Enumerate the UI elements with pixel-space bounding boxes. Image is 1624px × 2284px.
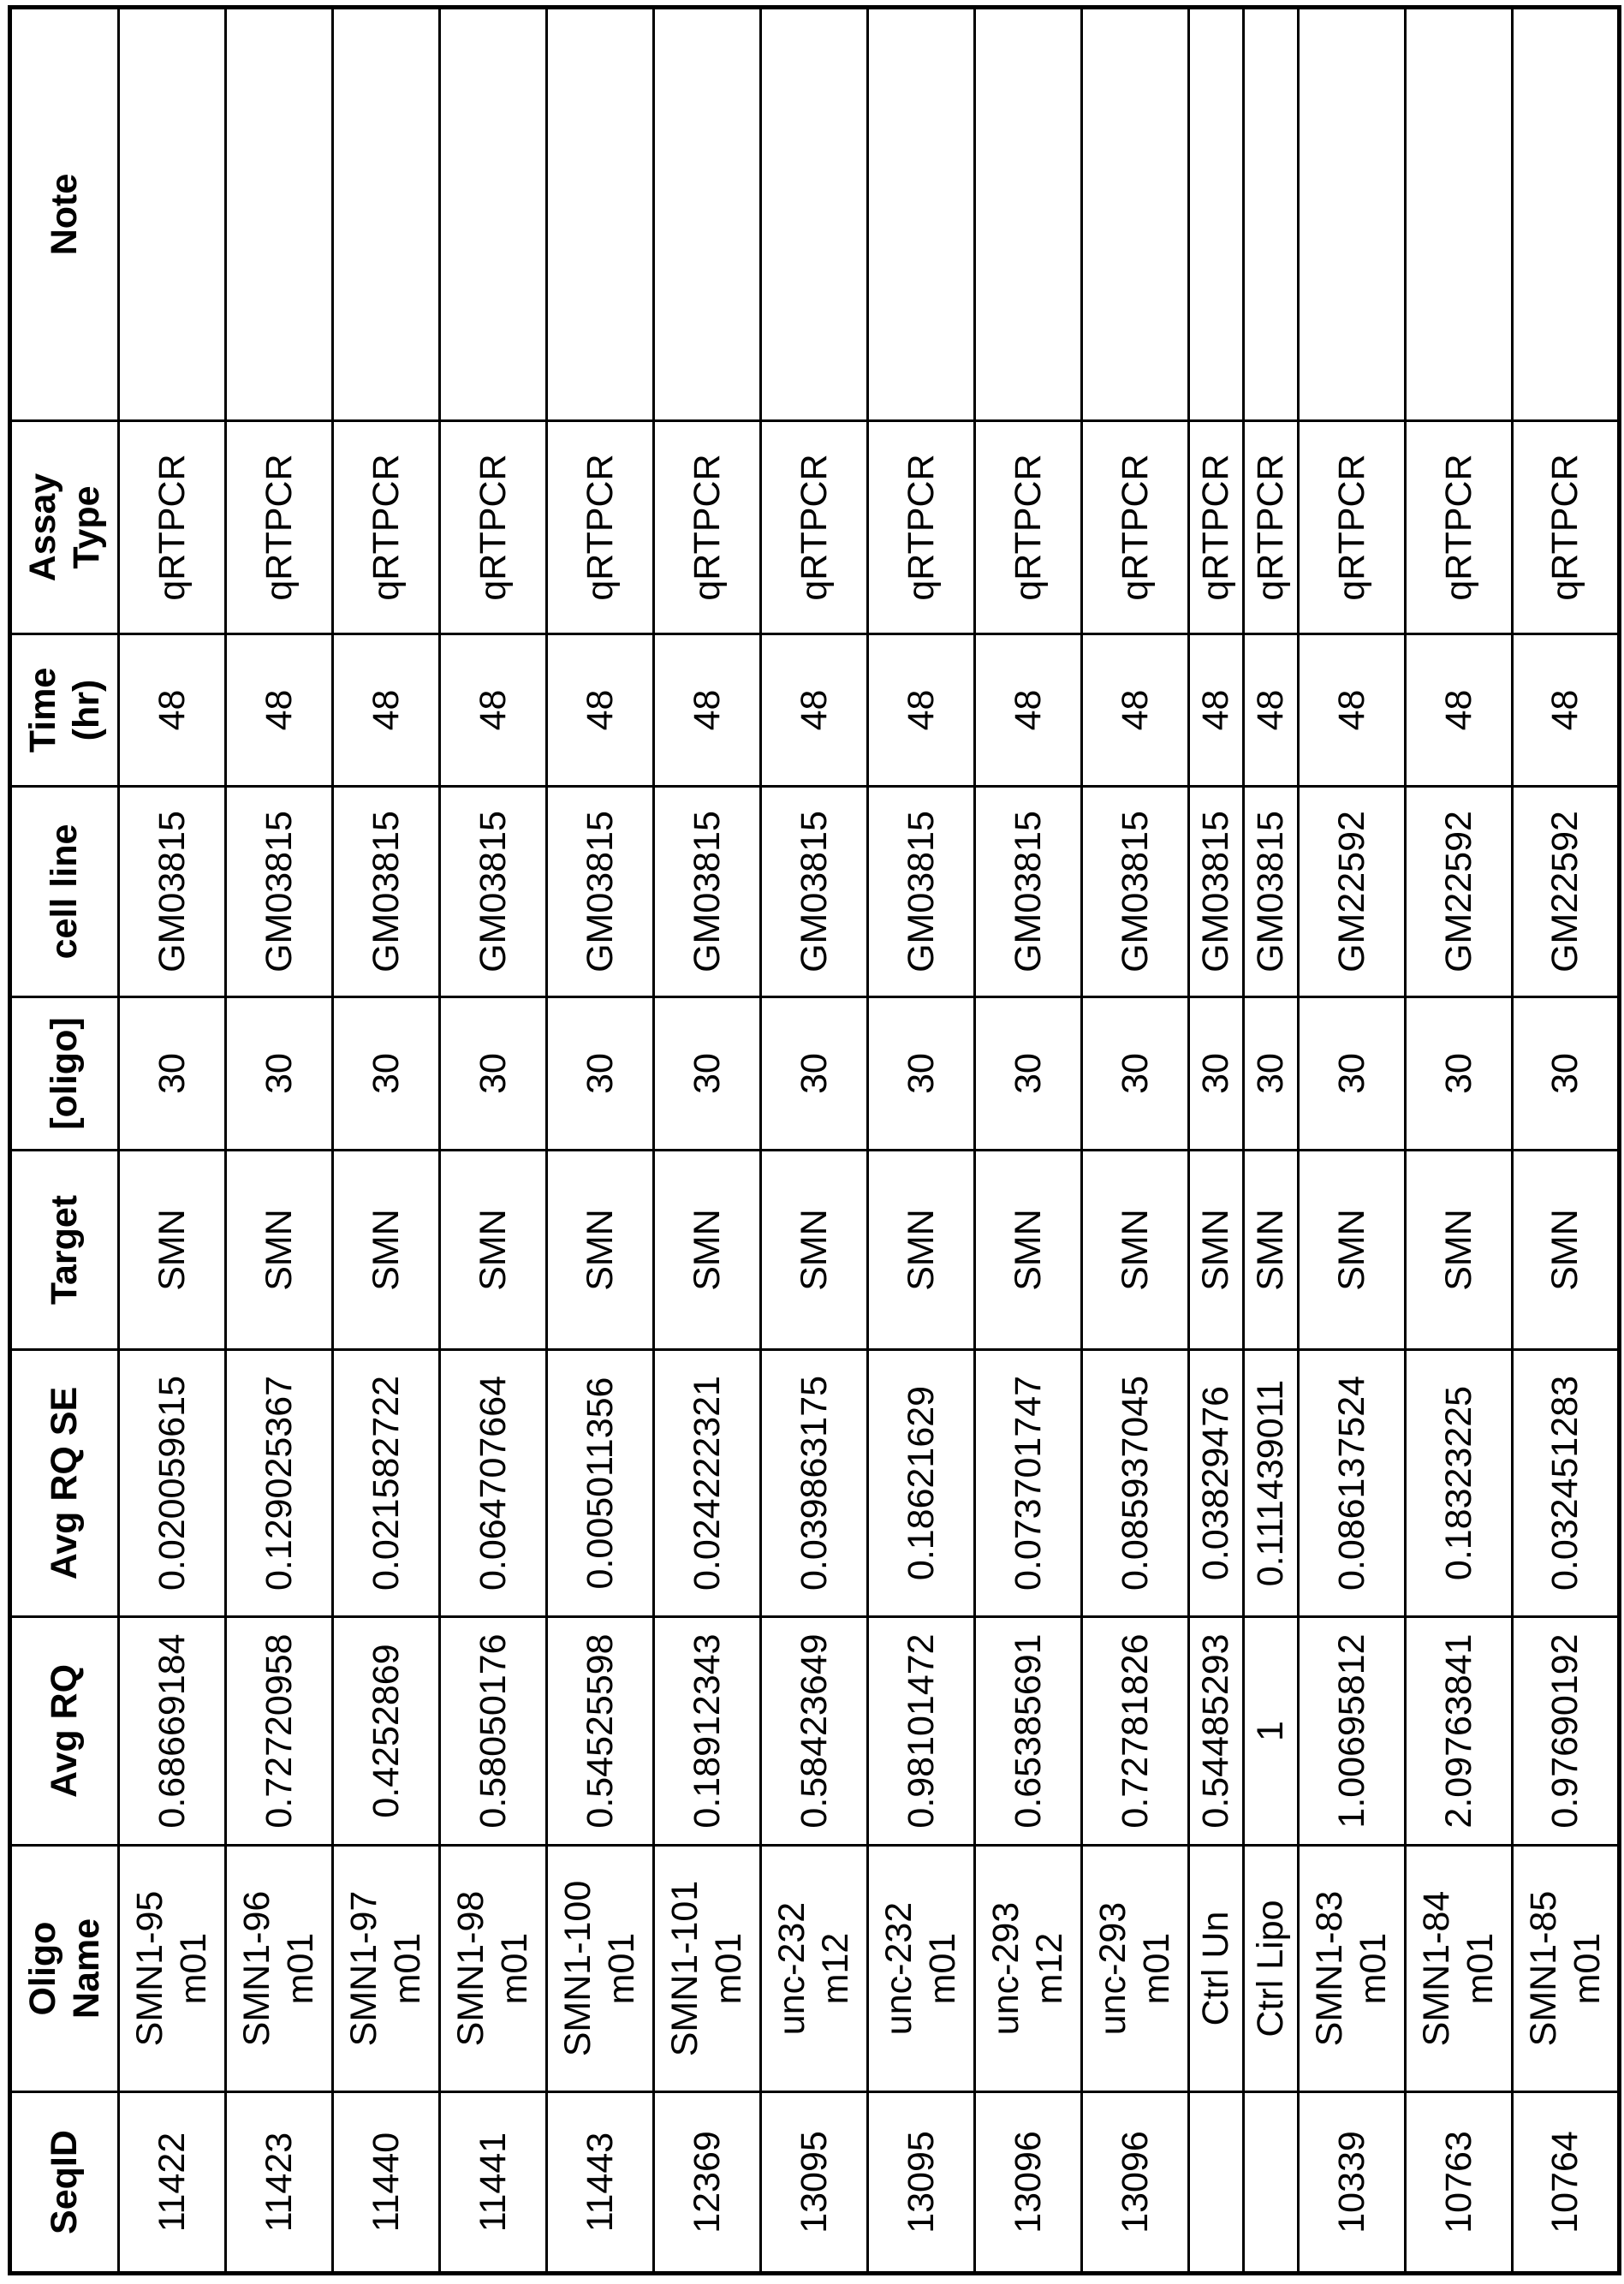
table-cell: SMN1-97 m01 (333, 1846, 440, 2092)
table-cell: 0.111439011 (1244, 1350, 1299, 1617)
table-cell: SMN (1513, 1151, 1620, 1350)
table-cell: 0.129025367 (226, 1350, 333, 1617)
table-row (975, 8, 1082, 2274)
table-cell: SMN (868, 1151, 975, 1350)
table-cell: 0.68669184 (119, 1617, 226, 1846)
table-cell: 48 (1406, 634, 1513, 787)
table-cell: SMN1-101 m01 (654, 1846, 761, 2092)
table-cell: unc-232 m01 (868, 1846, 975, 2092)
table-cell: 0.4252869 (333, 1617, 440, 1846)
table-cell: SMN1-84 m01 (1406, 1846, 1513, 2092)
table-row (1244, 8, 1299, 2274)
table-cell: SMN1-83 m01 (1299, 1846, 1406, 2092)
table-cell: 0.18912343 (654, 1617, 761, 1846)
table-cell (1406, 8, 1513, 421)
table-cell: 48 (547, 634, 654, 787)
table-cell: 0.032451283 (1513, 1350, 1620, 1617)
table-cell: 13096 (1082, 2092, 1189, 2274)
table-row (119, 8, 226, 2274)
table-cell: qRTPCR (440, 421, 547, 634)
table-cell: 11440 (333, 2092, 440, 2274)
table-cell: 48 (1082, 634, 1189, 787)
table-cell: 13095 (761, 2092, 868, 2274)
table-cell: 48 (1244, 634, 1299, 787)
table-cell: SMN (333, 1151, 440, 1350)
table-cell: 13095 (868, 2092, 975, 2274)
table-cell: 10764 (1513, 2092, 1620, 2274)
table-cell (1299, 8, 1406, 421)
table-cell: GM03815 (440, 787, 547, 997)
table-cell: qRTPCR (1244, 421, 1299, 634)
table-cell: 0.58050176 (440, 1617, 547, 1846)
table-cell: qRTPCR (761, 421, 868, 634)
table-cell: 11443 (547, 2092, 654, 2274)
table-cell: 0.064707664 (440, 1350, 547, 1617)
table-cell: qRTPCR (547, 421, 654, 634)
table-cell: 13096 (975, 2092, 1082, 2274)
table-cell: qRTPCR (333, 421, 440, 634)
table-cell: qRTPCR (1082, 421, 1189, 634)
column-header: [oligo] (10, 997, 119, 1151)
table-cell: GM03815 (119, 787, 226, 997)
table-cell: 30 (440, 997, 547, 1151)
table-cell: 30 (1513, 997, 1620, 1151)
table-cell: 2.09763841 (1406, 1617, 1513, 1846)
column-header: Avg RQ (10, 1617, 119, 1846)
table-cell: 11441 (440, 2092, 547, 2274)
table-cell: 0.021582722 (333, 1350, 440, 1617)
table-cell: SMN1-100 m01 (547, 1846, 654, 2092)
table-cell: qRTPCR (1189, 421, 1244, 634)
table-cell: qRTPCR (654, 421, 761, 634)
table-cell: Ctrl Lipo (1244, 1846, 1299, 2092)
table-cell: 0.073701747 (975, 1350, 1082, 1617)
table-cell: 12369 (654, 2092, 761, 2274)
table-header-row (10, 8, 119, 2274)
table-cell: SMN (440, 1151, 547, 1350)
table-row (1189, 8, 1244, 2274)
table-cell: unc-293 m12 (975, 1846, 1082, 2092)
table-cell: GM03815 (868, 787, 975, 997)
table-cell: SMN (761, 1151, 868, 1350)
table-cell (975, 8, 1082, 421)
table-cell: GM22592 (1406, 787, 1513, 997)
table-body (119, 8, 1620, 2274)
table-row (1299, 8, 1406, 2274)
table-cell: qRTPCR (226, 421, 333, 634)
column-header: Note (10, 8, 119, 421)
column-header: Target (10, 1151, 119, 1350)
table-cell: 30 (1189, 997, 1244, 1151)
table-cell (547, 8, 654, 421)
table-cell: 48 (761, 634, 868, 787)
table-cell: GM03815 (1082, 787, 1189, 997)
table-cell (1244, 8, 1299, 421)
table-cell: qRTPCR (975, 421, 1082, 634)
table-cell (1189, 2092, 1244, 2274)
table-cell: SMN (654, 1151, 761, 1350)
table-cell: 0.97690192 (1513, 1617, 1620, 1846)
table-row (547, 8, 654, 2274)
table-cell: 0.54485293 (1189, 1617, 1244, 1846)
table-row (1513, 8, 1620, 2274)
table-cell: 0.54525598 (547, 1617, 654, 1846)
table-row (761, 8, 868, 2274)
table-row (226, 8, 333, 2274)
table-cell: GM03815 (547, 787, 654, 997)
table-cell: 48 (333, 634, 440, 787)
table-cell (761, 8, 868, 421)
table-cell (1189, 8, 1244, 421)
table-cell: SMN (1244, 1151, 1299, 1350)
table-cell: SMN1-85 m01 (1513, 1846, 1620, 2092)
table-cell: 11423 (226, 2092, 333, 2274)
table-cell: 48 (975, 634, 1082, 787)
table-row (1406, 8, 1513, 2274)
table-cell: GM03815 (654, 787, 761, 997)
table-cell: GM22592 (1299, 787, 1406, 997)
table-cell: 0.72781826 (1082, 1617, 1189, 1846)
table-cell: 48 (440, 634, 547, 787)
table-cell: 0.72720958 (226, 1617, 333, 1846)
table-cell: 30 (1406, 997, 1513, 1151)
table-cell: 11422 (119, 2092, 226, 2274)
table-cell: 30 (1299, 997, 1406, 1151)
table-cell: 48 (1189, 634, 1244, 787)
column-header: Avg RQ SE (10, 1350, 119, 1617)
table-cell (119, 8, 226, 421)
table-cell: SMN (547, 1151, 654, 1350)
table-cell: 0.024222321 (654, 1350, 761, 1617)
table-cell: GM03815 (1244, 787, 1299, 997)
table-cell (1082, 8, 1189, 421)
table-cell (868, 8, 975, 421)
table-cell: 30 (226, 997, 333, 1151)
table-cell: SMN (1082, 1151, 1189, 1350)
table-row (1082, 8, 1189, 2274)
table-cell: 0.65385691 (975, 1617, 1082, 1846)
column-header: cell line (10, 787, 119, 997)
table-cell: 30 (547, 997, 654, 1151)
table-cell: qRTPCR (1299, 421, 1406, 634)
table-cell (1513, 8, 1620, 421)
table-cell: 30 (761, 997, 868, 1151)
table-cell: SMN (119, 1151, 226, 1350)
table-cell: unc-232 m12 (761, 1846, 868, 2092)
table-cell: 48 (654, 634, 761, 787)
table-cell: 30 (1082, 997, 1189, 1151)
table-cell: GM03815 (975, 787, 1082, 997)
table-cell: 0.98101472 (868, 1617, 975, 1846)
table-cell: 30 (119, 997, 226, 1151)
table-cell: 10339 (1299, 2092, 1406, 2274)
table-cell: SMN (975, 1151, 1082, 1350)
table-cell: 0.039863175 (761, 1350, 868, 1617)
table-cell: GM03815 (226, 787, 333, 997)
table-cell: 30 (333, 997, 440, 1151)
table-cell: 0.58423649 (761, 1617, 868, 1846)
table-cell: 30 (975, 997, 1082, 1151)
table-cell: 0.18621629 (868, 1350, 975, 1617)
table-cell: 10763 (1406, 2092, 1513, 2274)
table-cell: GM03815 (333, 787, 440, 997)
table-cell: SMN (226, 1151, 333, 1350)
table-cell: SMN (1406, 1151, 1513, 1350)
table-cell: 48 (868, 634, 975, 787)
table-cell: SMN1-96 m01 (226, 1846, 333, 2092)
table-cell (440, 8, 547, 421)
table-cell: SMN1-95 m01 (119, 1846, 226, 2092)
table-cell: 0.085937045 (1082, 1350, 1189, 1617)
table-cell: 0.03829476 (1189, 1350, 1244, 1617)
table-cell: SMN (1189, 1151, 1244, 1350)
table-cell: GM03815 (761, 787, 868, 997)
table-cell: 48 (1299, 634, 1406, 787)
column-header: Oligo Name (10, 1846, 119, 2092)
table-cell: SMN (1299, 1151, 1406, 1350)
table-cell (1244, 2092, 1299, 2274)
table-cell: 1.00695812 (1299, 1617, 1406, 1846)
table-cell: qRTPCR (868, 421, 975, 634)
table-row (654, 8, 761, 2274)
table-row (440, 8, 547, 2274)
table-row (868, 8, 975, 2274)
table-cell (654, 8, 761, 421)
column-header: Time (hr) (10, 634, 119, 787)
table-cell: 0.020059615 (119, 1350, 226, 1617)
table-cell: qRTPCR (1513, 421, 1620, 634)
table-cell: 1 (1244, 1617, 1299, 1846)
assay-results-table (8, 5, 1621, 2275)
table-cell: 48 (119, 634, 226, 787)
table-row (333, 8, 440, 2274)
table-cell: 0.086137524 (1299, 1350, 1406, 1617)
table-cell: Ctrl Un (1189, 1846, 1244, 2092)
table-cell (226, 8, 333, 421)
table-cell: GM22592 (1513, 787, 1620, 997)
table-cell: 0.18323225 (1406, 1350, 1513, 1617)
column-header: SeqID (10, 2092, 119, 2274)
table-cell: SMN1-98 m01 (440, 1846, 547, 2092)
table-cell: qRTPCR (1406, 421, 1513, 634)
column-header: Assay Type (10, 421, 119, 634)
table-cell: qRTPCR (119, 421, 226, 634)
table-cell: 48 (226, 634, 333, 787)
table-cell: 48 (1513, 634, 1620, 787)
table-cell: 0.005011356 (547, 1350, 654, 1617)
table-cell: 30 (1244, 997, 1299, 1151)
table-cell (333, 8, 440, 421)
table-cell: 30 (654, 997, 761, 1151)
table-cell: 30 (868, 997, 975, 1151)
table-cell: GM03815 (1189, 787, 1244, 997)
table-cell: unc-293 m01 (1082, 1846, 1189, 2092)
